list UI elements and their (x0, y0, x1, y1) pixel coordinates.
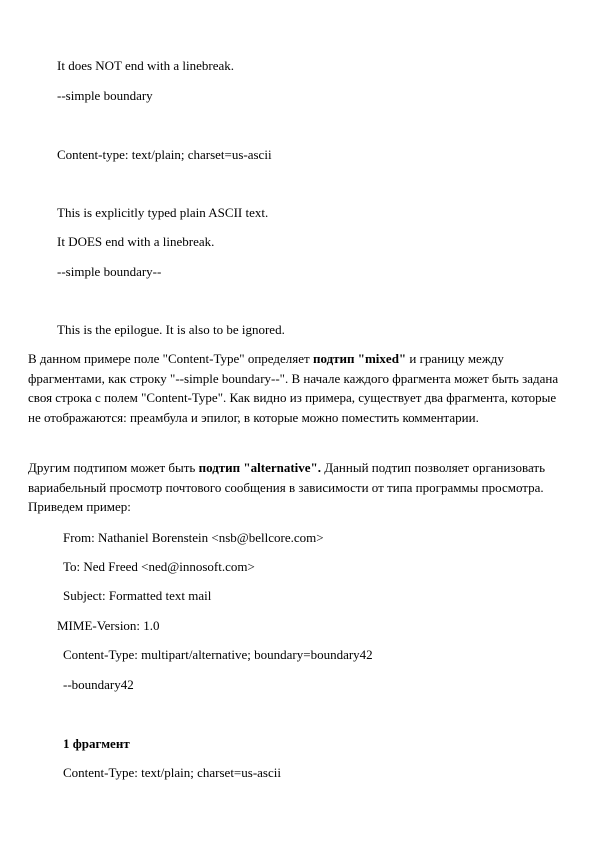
code-line-fragment-content-type: Content-Type: text/plain; charset=us-ascii (63, 765, 281, 780)
paragraph-alternative-subtype (28, 458, 563, 517)
paragraph-alternative-text-a: Другим подтипом может быть (28, 460, 199, 475)
code-line-mime-version: MIME-Version: 1.0 (57, 618, 160, 633)
paragraph-mixed-bold: подтип "mixed" (312, 351, 407, 366)
paragraph-alternative-text-b: Данный подтип позволяет организовать вариабельный просмотр почтового сообщения в зависимости от типа программы просмотра. Приведем пример: (28, 460, 546, 514)
code-line-content-type: Content-type: text/plain; charset=us-ascii (57, 147, 272, 162)
code-line-not-end-linebreak: It does NOT end with a linebreak. (57, 58, 235, 73)
paragraph-alternative-bold: подтип "alternative". (198, 460, 322, 475)
paragraph-mixed-text-a: В данном примере поле "Content-Type" определяет (28, 351, 313, 366)
code-line-content-type-multipart: Content-Type: multipart/alternative; boundary=boundary42 (63, 647, 373, 662)
code-line-simple-boundary: --simple boundary (57, 88, 153, 103)
code-line-from: From: Nathaniel Borenstein <nsb@bellcore.com> (63, 530, 324, 545)
code-line-does-end-linebreak: It DOES end with a linebreak. (57, 234, 215, 249)
paragraph-mixed-subtype (28, 349, 563, 427)
fragment-heading: 1 фрагмент (63, 736, 130, 751)
paragraph-mixed-text-b: и границу между фрагментами, как строку "--simple boundary--". В начале каждого фрагмента может быть задана своя строка с полем "Content-Type". Как видно из примера, существует два фрагмента, которые не отображаются: преамбула и эпилог, в которые можно поместить комментарии. (28, 351, 559, 425)
code-line-subject: Subject: Formatted text mail (63, 588, 212, 603)
code-line-epilogue: This is the epilogue. It is also to be ignored. (57, 322, 285, 337)
code-line-simple-boundary-end: --simple boundary-- (57, 264, 162, 279)
code-line-to: To: Ned Freed <ned@innosoft.com> (63, 559, 255, 574)
code-line-boundary42: --boundary42 (63, 677, 134, 692)
code-line-explicitly-typed: This is explicitly typed plain ASCII text. (57, 205, 269, 220)
